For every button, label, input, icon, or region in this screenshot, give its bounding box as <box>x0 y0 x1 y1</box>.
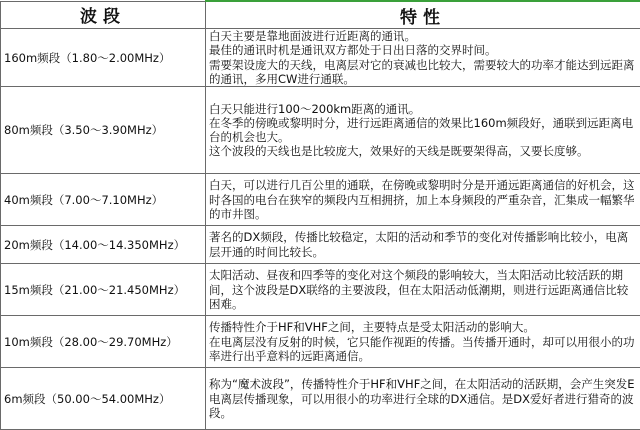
feature-line: 这个波段的天线也是比较庞大，效果好的天线是既要架得高，又要长度够。 <box>209 144 637 158</box>
feature-line: 传播特性介于HF和VHF之间，主要特点是受太阳活动的影响大。 <box>209 320 637 334</box>
feature-cell <box>206 29 640 87</box>
table-row <box>1 226 640 264</box>
band-cell: 40m频段（7.00～7.10MHz） <box>1 174 206 226</box>
band-cell: 6m频段（50.00～54.00MHz） <box>1 368 206 430</box>
table-row <box>1 368 640 430</box>
band-cell: 80m频段（3.50～3.90MHz） <box>1 87 206 174</box>
feature-line: 白天主要是靠地面波进行近距离的通讯。 <box>209 29 637 43</box>
band-cell: 20m频段（14.00～14.350MHz） <box>1 226 206 264</box>
feature-line: 在电离层没有反射的时候，它只能作视距的传播。当传播开通时，却可以用很小的功率进行出乎意料的远距离通信。 <box>209 335 637 364</box>
band-cell: 160m频段（1.80～2.00MHz） <box>1 29 206 87</box>
feature-cell <box>206 264 640 316</box>
table-row <box>1 174 640 226</box>
feature-cell <box>206 174 640 226</box>
feature-cell <box>206 316 640 368</box>
feature-line: 白天只能进行100～200km距离的通讯。 <box>209 102 637 116</box>
table-row <box>1 29 640 87</box>
header-row <box>1 1 640 29</box>
header-feature: 特性 <box>206 1 640 29</box>
band-cell: 15m频段（21.00～21.450MHz） <box>1 264 206 316</box>
feature-cell <box>206 226 640 264</box>
header-band: 波段 <box>1 1 206 29</box>
feature-line: 著名的DX频段，传播比较稳定，太阳的活动和季节的变化对传播影响比较小，电离层开通的时间比较长。 <box>209 230 637 259</box>
table-row <box>1 316 640 368</box>
feature-line: 称为“魔术波段”，传播特性介于HF和VHF之间，在太阳活动的活跃期，会产生突发E电离层传播现象，可以用很小的功率进行全球的DX通信。是DX爱好者进行猎奇的波段。 <box>209 377 637 420</box>
feature-line: 太阳活动、昼夜和四季等的变化对这个频段的影响较大，当太阳活动比较活跃的期间，这个波段是DX联络的主要波段，但在太阳活动低潮期，则进行远距离通信比较困难。 <box>209 268 637 311</box>
feature-line: 最佳的通讯时机是通讯双方都处于日出日落的交界时间。 <box>209 43 637 57</box>
feature-cell <box>206 368 640 430</box>
band-cell: 10m频段（28.00～29.70MHz） <box>1 316 206 368</box>
feature-line: 需要架设庞大的天线，电离层对它的衰减也比较大，需要较大的功率才能达到远距离的通讯，多用CW进行通联。 <box>209 58 637 87</box>
feature-line: 白天，可以进行几百公里的通联，在傍晚或黎明时分是开通远距离通信的好机会，这时各国的电台在狭窄的频段内互相拥挤，加上本身频段的严重杂音，汇集成一幅繁华的市井图。 <box>209 178 637 221</box>
table-row <box>1 87 640 174</box>
feature-line: 在冬季的傍晚或黎明时分，进行远距离通信的效果比160m频段好，通联到远距离电台的机会也大。 <box>209 116 637 145</box>
feature-cell <box>206 87 640 174</box>
table-row <box>1 264 640 316</box>
